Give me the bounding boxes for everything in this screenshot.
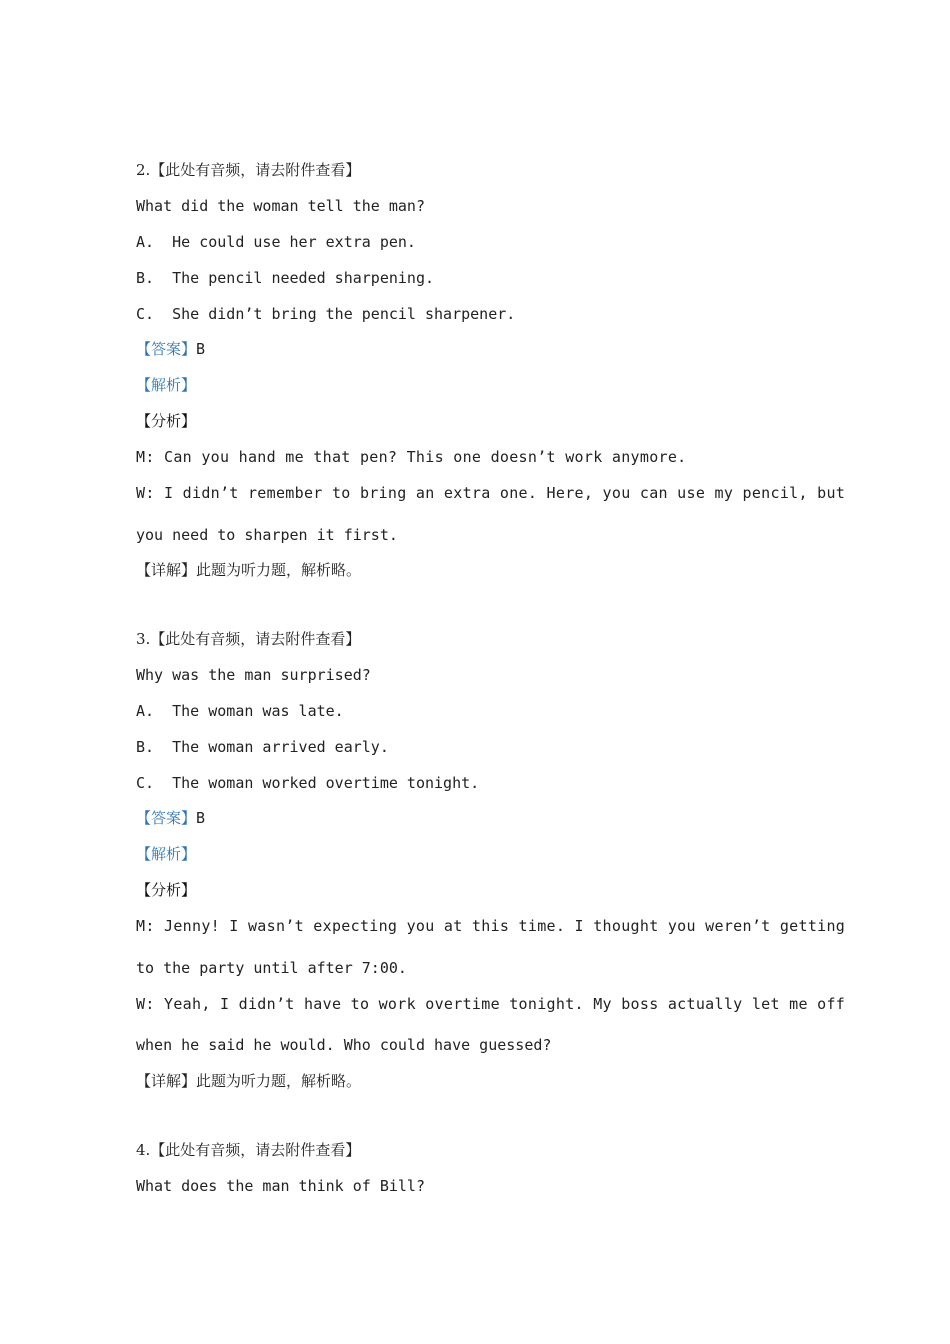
q3-option-a: A. The woman was late. [136,702,344,720]
q2-answer-label: 【答案】 [136,340,197,358]
q3-answer-value: B [196,809,206,827]
q2-transcript-line-3: you need to sharpen it first. [136,526,398,544]
q2-answer [136,339,205,359]
q3-transcript-line-4: when he said he would. Who could have guessed? [136,1036,552,1054]
q3-option-b: B. The woman arrived early. [136,738,389,756]
q4-question: What does the man think of Bill? [136,1177,425,1195]
q3-option-c: C. The woman worked overtime tonight. [136,774,480,792]
q3-transcript-line-2: to the party until after 7:00. [136,959,407,977]
q2-transcript-line-1: M: Can you hand me that pen? This one doesn’t work anymore. [136,448,687,466]
q2-question: What did the woman tell the man? [136,197,425,215]
q2-option-b: B. The pencil needed sharpening. [136,269,435,287]
q2-option-a: A. He could use her extra pen. [136,233,416,251]
q3-answer-label: 【答案】 [136,809,197,827]
q3-question: Why was the man surprised? [136,666,371,684]
q3-answer [136,808,205,828]
q2-heading: 2.【此处有音频，请去附件查看】 [136,161,361,179]
q3-detail: 【详解】此题为听力题，解析略。 [136,1072,362,1090]
q2-detail: 【详解】此题为听力题，解析略。 [136,561,362,579]
q3-transcript-line-3: W: Yeah, I didn’t have to work overtime tonight. My boss actually let me off [136,995,846,1013]
q3-heading: 3.【此处有音频，请去附件查看】 [136,630,361,648]
q3-analysis-label: 【解析】 [136,845,197,863]
q3-transcript-line-1: M: Jenny! I wasn’t expecting you at this time. I thought you weren’t getting [136,917,846,935]
q2-analysis-label: 【解析】 [136,376,197,394]
q2-fenxi-label: 【分析】 [136,412,197,430]
q2-option-c: C. She didn’t bring the pencil sharpener. [136,305,516,323]
q4-heading: 4.【此处有音频，请去附件查看】 [136,1141,361,1159]
q2-transcript-line-2: W: I didn’t remember to bring an extra one. Here, you can use my pencil, but [136,484,846,502]
q3-fenxi-label: 【分析】 [136,881,197,899]
q2-answer-value: B [196,340,206,358]
